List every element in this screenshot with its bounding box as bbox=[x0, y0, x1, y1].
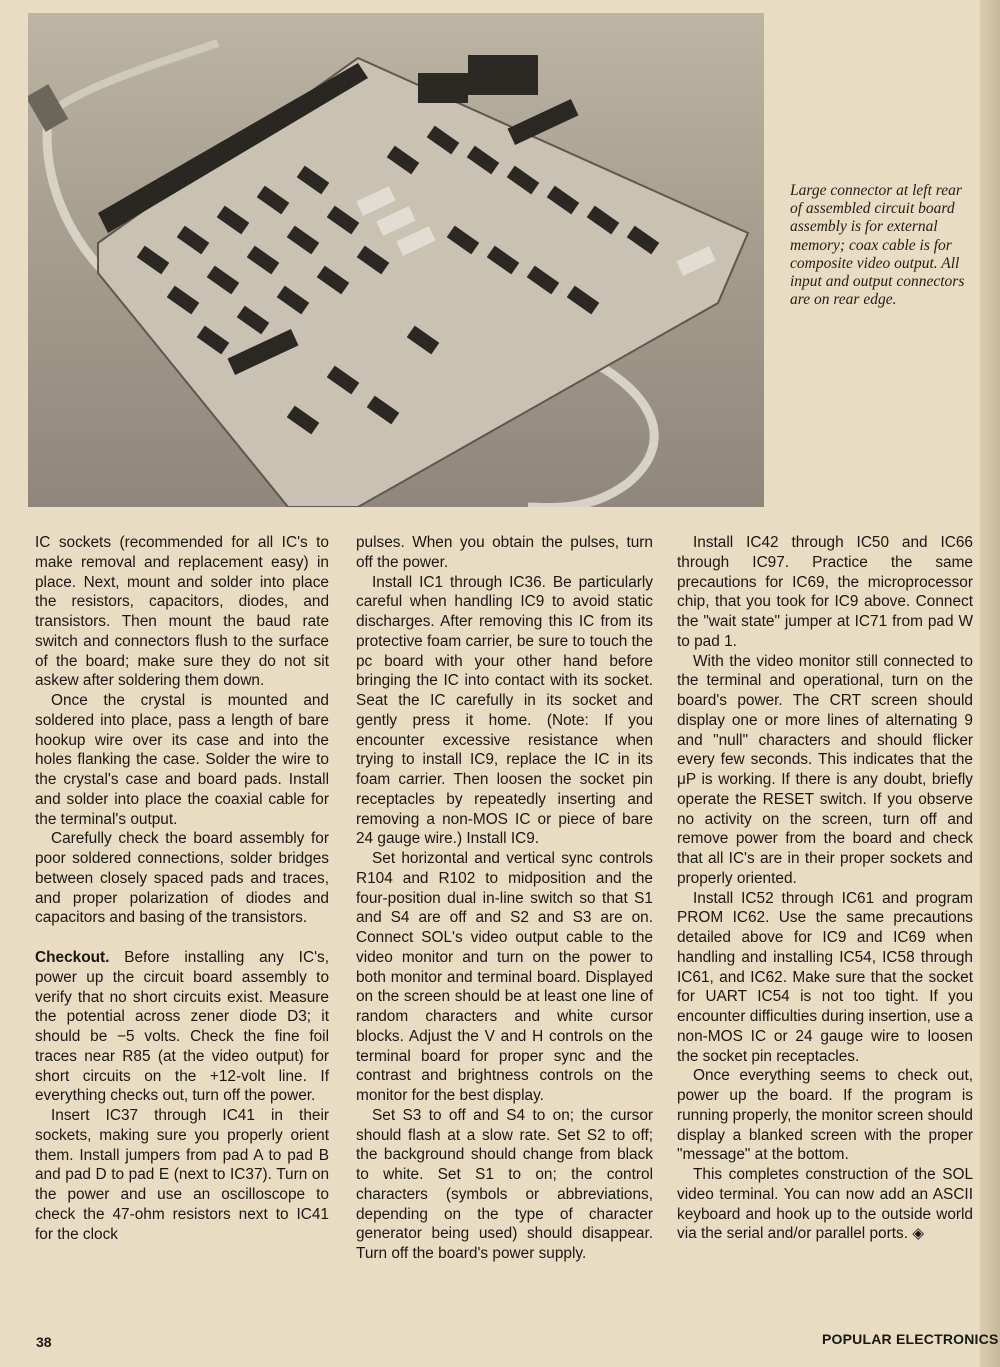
rear-connector bbox=[468, 55, 538, 95]
rear-connector bbox=[418, 73, 468, 103]
paragraph: With the video monitor still connected to the terminal and operational, turn on the board's power. The CRT screen should display one or more lines of alternating 9 and "null" characters and should flicker every few seconds. This indicates that the μP is working. If there is any doubt, briefly operate the RESET switch. If you observe no activity on the screen, turn off and remove power from the board and check that all IC's are in their proper sockets and properly oriented. bbox=[677, 652, 973, 887]
paragraph: Carefully check the board assembly for poor soldered connections, solder bridges between closely spaced pads and traces, and proper polarization of diodes and capacitors and basing of the transistors. bbox=[35, 830, 329, 927]
paragraph-body: Before installing any IC's, power up the circuit board assembly to verify that no short circuits exist. Measure the potential across zener diode D3; it should be −5 volts. Check the fine foil traces near R85 (at the video output) for short circuits on the +12-volt line. If everything checks out, turn off the power. bbox=[35, 949, 329, 1105]
page-edge bbox=[980, 0, 1000, 1367]
circuit-board-illustration bbox=[28, 13, 764, 507]
text-column-2 bbox=[356, 533, 653, 1264]
paragraph: Set S3 to off and S4 to on; the cursor should flash at a slow rate. Set S2 to off; the background should change from black to white. Set S1 to on; the control characters (symbols or abbreviations, depending on the type of character generator being used) should disappear. Turn off the board's power supply. bbox=[356, 1106, 653, 1262]
paragraph: Insert IC37 through IC41 in their sockets, making sure you properly orient them. Install jumpers from pad A to pad B and pad D to pad E (next to IC37). Turn on the power and use an oscilloscope to check the 47-ohm resistors next to IC41 for the clock bbox=[35, 1107, 329, 1243]
paragraph: pulses. When you obtain the pulses, turn off the power. bbox=[356, 534, 653, 571]
text-column-1 bbox=[35, 533, 329, 1244]
paragraph: IC sockets (recommended for all IC's to make removal and replacement easy) in place. Next, mount and solder into place the resistors, capacitors, diodes, and transistors. Then mount the baud rate switch and connectors flush to the surface of the board; make sure they do not sit askew after soldering them down. bbox=[35, 534, 329, 690]
magazine-name: POPULAR ELECTRONICS bbox=[822, 1331, 999, 1347]
large-ic bbox=[507, 99, 578, 145]
paragraph: Once the crystal is mounted and soldered into place, pass a length of bare hookup wire over its case and into the holes flanking the case. Solder the wire to the crystal's case and board pads. Install and solder into place the coaxial cable for the terminal's output. bbox=[35, 692, 329, 828]
paragraph: Once everything seems to check out, power up the board. If the program is running properly, the monitor screen should display a blanked screen with the proper "message" at the bottom. bbox=[677, 1067, 973, 1164]
paragraph: Install IC1 through IC36. Be particularly careful when handling IC9 to avoid static discharges. After removing this IC from its protective foam carrier, be sure to touch the pc board with your other hand before bringing the IC into contact with its socket. Seat the IC carefully in its socket and gently press it home. (Note: If you encounter excessive resistance when trying to install IC9, replace the IC in its foam carrier. Then loosen the socket pin receptacles by repeatedly inserting and removing a non-MOS IC or piece of bare 24 gauge wire.) Install IC9. bbox=[356, 573, 653, 848]
paragraph: Install IC42 through IC50 and IC66 through IC97. Practice the same precautions for IC69, the microprocessor chip, that you took for IC9 above. Connect the "wait state" jumper at IC71 from pad W to pad 1. bbox=[677, 534, 973, 650]
photo-caption: Large connector at left rear of assembled circuit board assembly is for external memory; coax cable is for composite video output. All input and output connectors are on rear edge. bbox=[790, 182, 965, 309]
paragraph: Install IC52 through IC61 and program PROM IC62. Use the same precautions detailed above for IC9 and IC69 when handling and installing IC54, IC58 through IC61, and IC62. Make sure that the socket for UART IC54 is not too tight. If you encounter difficulties during insertion, use a non-MOS IC or 24 gauge wire to loosen the socket pin receptacles. bbox=[677, 889, 973, 1065]
page-number: 38 bbox=[36, 1334, 52, 1350]
text-column-3 bbox=[677, 533, 973, 1244]
circuit-board-photo bbox=[28, 13, 764, 507]
checkout-paragraph bbox=[35, 948, 329, 1106]
paragraph: Set horizontal and vertical sync controls R104 and R102 to midposition and the four-position dual in-line switch so that S1 and S4 are off and S2 and S3 are on. Connect SOL's video output cable to the video monitor and turn on the power to both monitor and terminal board. Displayed on the screen should be at least one line of random characters and white cursor blocks. Adjust the V and H controls on the terminal board for proper sync and the contrast and brightness controls on the monitor for the best display. bbox=[356, 850, 653, 1104]
paragraph: This completes construction of the SOL video terminal. You can now add an ASCII keyboard and hook up to the outside world via the serial and/or parallel ports. ◈ bbox=[677, 1166, 973, 1243]
section-heading: Checkout. bbox=[35, 949, 110, 966]
